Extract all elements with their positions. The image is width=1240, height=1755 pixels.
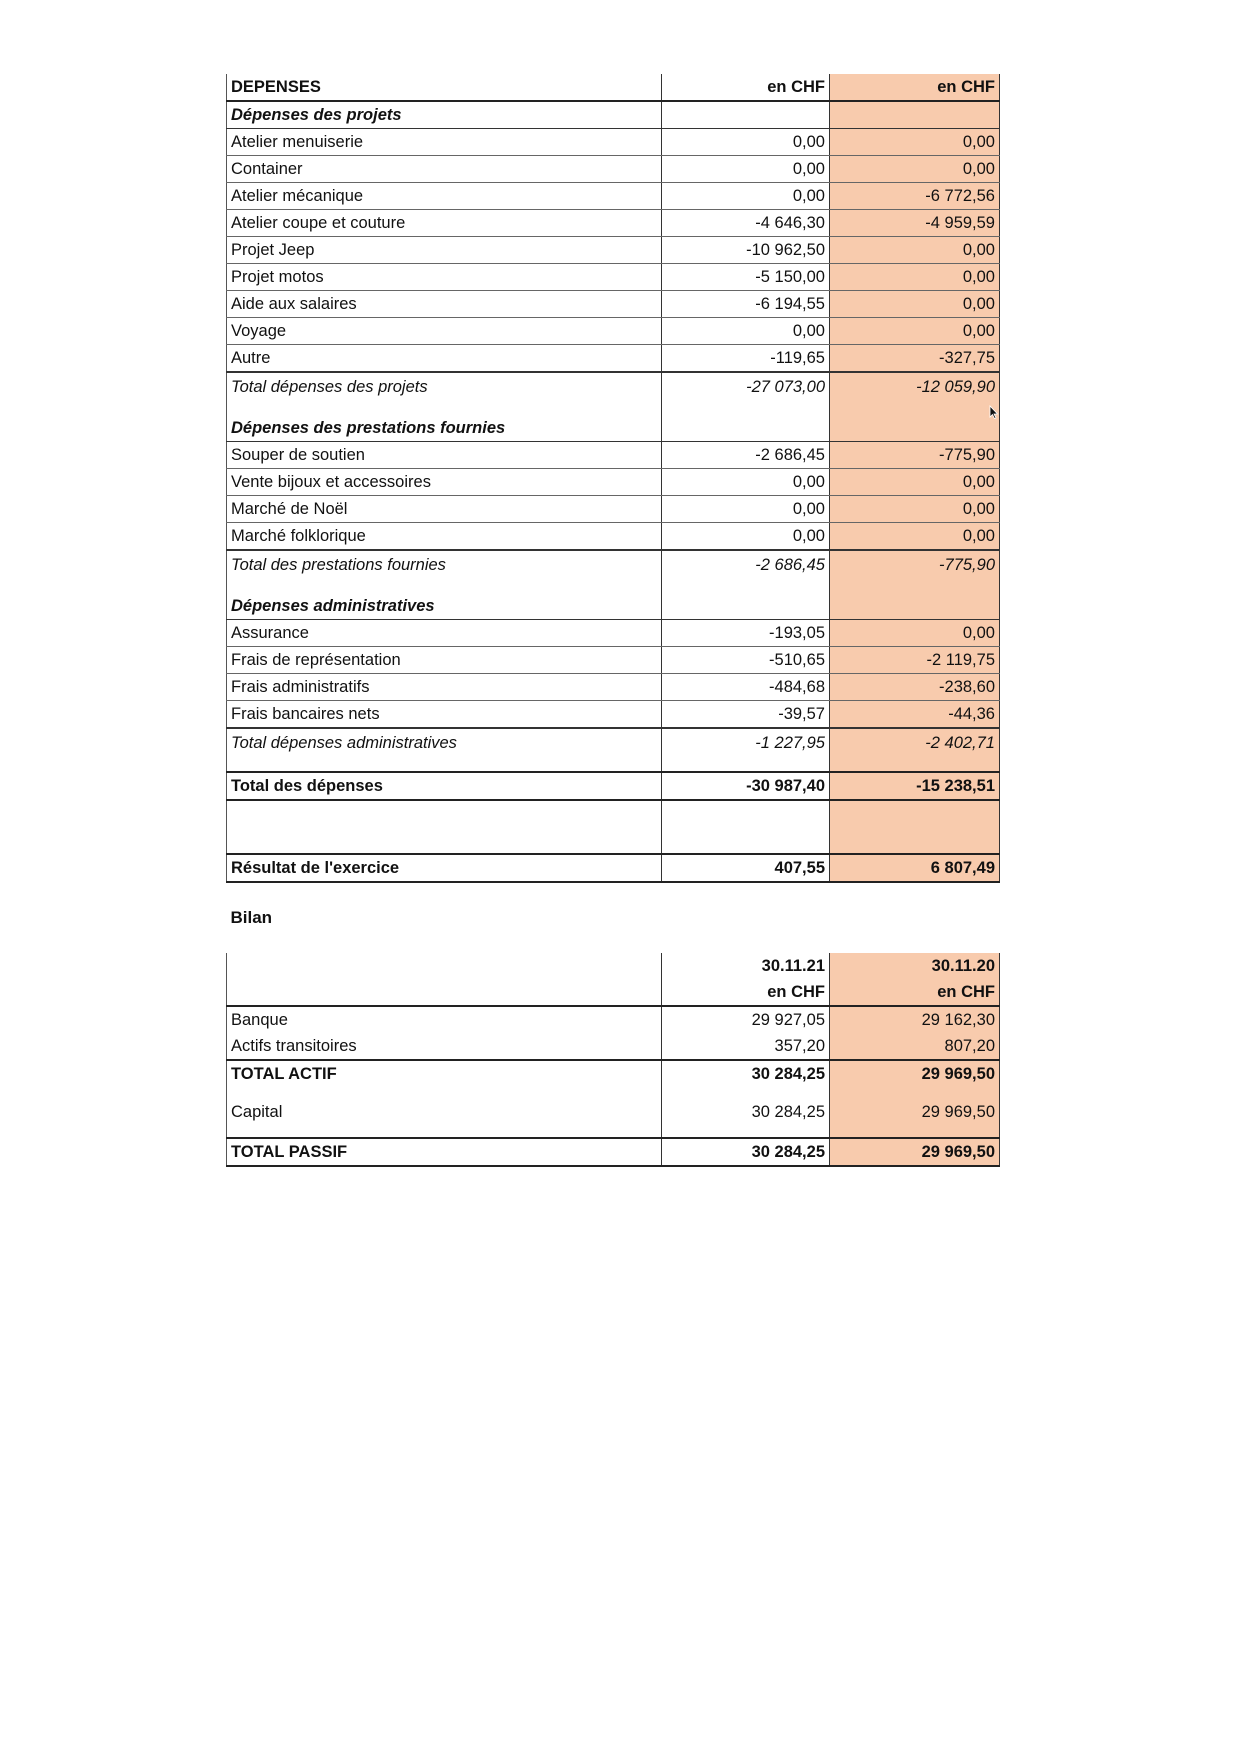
- total-passif-row-value-2020[interactable]: 29 969,50: [830, 1138, 1000, 1166]
- table-row: [227, 237, 1000, 264]
- section-projets-title: [227, 101, 1000, 129]
- empty-row-label[interactable]: [227, 800, 662, 854]
- bilan-row-value-2020[interactable]: 807,20: [830, 1033, 1000, 1060]
- section-administratives-title-value-2021[interactable]: [662, 593, 830, 620]
- total-passif-row: [227, 1138, 1000, 1166]
- table-row-value-2020[interactable]: -44,36: [830, 701, 1000, 729]
- bilan-row: [227, 1006, 1000, 1033]
- col1-unit[interactable]: en CHF: [662, 74, 830, 101]
- table-row-value-2020[interactable]: 0,00: [830, 156, 1000, 183]
- table-row-value-2021[interactable]: -6 194,55: [662, 291, 830, 318]
- table-row-label[interactable]: Voyage: [227, 318, 662, 345]
- section-prestations-total: [227, 550, 1000, 593]
- table-row-label[interactable]: Atelier coupe et couture: [227, 210, 662, 237]
- total-actif-row-value-2020[interactable]: 29 969,50: [830, 1060, 1000, 1087]
- table-row: [227, 183, 1000, 210]
- resultat-row-value-2021[interactable]: 407,55: [662, 854, 830, 882]
- table-row-label[interactable]: Atelier mécanique: [227, 183, 662, 210]
- table-row-value-2021[interactable]: -2 686,45: [662, 442, 830, 469]
- table-row-label[interactable]: Marché de Noël: [227, 496, 662, 523]
- section-administratives-title-value-2020[interactable]: [830, 593, 1000, 620]
- table-row: [227, 496, 1000, 523]
- table-row-label[interactable]: Souper de soutien: [227, 442, 662, 469]
- table-row-value-2020[interactable]: -238,60: [830, 674, 1000, 701]
- bilan-date-row: [227, 953, 1000, 979]
- table-row-value-2021[interactable]: 0,00: [662, 129, 830, 156]
- capital-row-value-2021[interactable]: 30 284,25: [662, 1087, 830, 1138]
- table-row-value-2021[interactable]: -5 150,00: [662, 264, 830, 291]
- section-prestations-title-value-2021[interactable]: [662, 415, 830, 442]
- depenses-heading[interactable]: DEPENSES: [227, 74, 662, 101]
- table-row: [227, 523, 1000, 551]
- section-administratives-title: [227, 593, 1000, 620]
- section-administratives-total-value-2020[interactable]: -2 402,71: [830, 728, 1000, 772]
- spreadsheet: [226, 74, 999, 1167]
- bilan-date-row-value-2021[interactable]: 30.11.21: [662, 953, 830, 979]
- table-row-value-2020[interactable]: -2 119,75: [830, 647, 1000, 674]
- section-projets-total-value-2020[interactable]: -12 059,90: [830, 372, 1000, 415]
- table-row: [227, 129, 1000, 156]
- bilan-date-row-label[interactable]: [227, 953, 662, 979]
- total-actif-row: [227, 1060, 1000, 1087]
- section-projets-total-label[interactable]: Total dépenses des projets: [227, 372, 662, 415]
- capital-row: [227, 1087, 1000, 1138]
- table-row-value-2021[interactable]: 0,00: [662, 156, 830, 183]
- mouse-pointer-icon: [989, 405, 999, 419]
- bilan-unit-row: [227, 979, 1000, 1006]
- table-row: [227, 469, 1000, 496]
- bilan-unit-row-value-2021[interactable]: en CHF: [662, 979, 830, 1006]
- table-row-value-2021[interactable]: -39,57: [662, 701, 830, 729]
- table-row-label[interactable]: Projet motos: [227, 264, 662, 291]
- gap-row-value-2021[interactable]: [662, 935, 830, 953]
- bilan-table: [226, 883, 1000, 1167]
- gap-row-label[interactable]: [227, 935, 662, 953]
- table-row-value-2021[interactable]: 0,00: [662, 496, 830, 523]
- total-actif-row-value-2021[interactable]: 30 284,25: [662, 1060, 830, 1087]
- bilan-row-label[interactable]: Actifs transitoires: [227, 1033, 662, 1060]
- total-depenses-row-value-2021[interactable]: -30 987,40: [662, 772, 830, 800]
- bilan-row-value-2021[interactable]: 29 927,05: [662, 1006, 830, 1033]
- table-row: [227, 701, 1000, 729]
- section-prestations-title: [227, 415, 1000, 442]
- table-row-value-2020[interactable]: 0,00: [830, 291, 1000, 318]
- table-row-value-2021[interactable]: 0,00: [662, 523, 830, 551]
- table-row-label[interactable]: Marché folklorique: [227, 523, 662, 551]
- col2-unit[interactable]: en CHF: [830, 74, 1000, 101]
- table-row-label[interactable]: Assurance: [227, 620, 662, 647]
- section-prestations-title-label[interactable]: Dépenses des prestations fournies: [227, 415, 662, 442]
- resultat-row: [227, 854, 1000, 882]
- table-row-value-2020[interactable]: 0,00: [830, 129, 1000, 156]
- section-projets-title-value-2020[interactable]: [830, 101, 1000, 129]
- table-row-value-2020[interactable]: 0,00: [830, 318, 1000, 345]
- table-row: [227, 647, 1000, 674]
- total-depenses-row: [227, 772, 1000, 800]
- gap-row-label[interactable]: [227, 883, 662, 901]
- table-row-value-2020[interactable]: -327,75: [830, 345, 1000, 373]
- section-projets-title-value-2021[interactable]: [662, 101, 830, 129]
- total-depenses-row-label[interactable]: Total des dépenses: [227, 772, 662, 800]
- table-row-value-2021[interactable]: -193,05: [662, 620, 830, 647]
- table-row: [227, 318, 1000, 345]
- bilan-title-row: [227, 901, 1000, 935]
- table-row-label[interactable]: Container: [227, 156, 662, 183]
- table-row-value-2020[interactable]: -775,90: [830, 442, 1000, 469]
- table-row-label[interactable]: Projet Jeep: [227, 237, 662, 264]
- table-row: [227, 264, 1000, 291]
- bilan-row-value-2020[interactable]: 29 162,30: [830, 1006, 1000, 1033]
- table-row-value-2021[interactable]: -484,68: [662, 674, 830, 701]
- table-row-value-2020[interactable]: -4 959,59: [830, 210, 1000, 237]
- table-row-label[interactable]: Frais administratifs: [227, 674, 662, 701]
- resultat-row-value-2020[interactable]: 6 807,49: [830, 854, 1000, 882]
- gap-row-value-2020[interactable]: [830, 883, 1000, 901]
- section-prestations-total-value-2021[interactable]: -2 686,45: [662, 550, 830, 593]
- table-row-value-2021[interactable]: -10 962,50: [662, 237, 830, 264]
- table-row-value-2021[interactable]: 0,00: [662, 318, 830, 345]
- table-row-label[interactable]: Aide aux salaires: [227, 291, 662, 318]
- table-row-value-2020[interactable]: 0,00: [830, 523, 1000, 551]
- section-administratives-total-value-2021[interactable]: -1 227,95: [662, 728, 830, 772]
- gap-row: [227, 935, 1000, 953]
- table-row-value-2021[interactable]: 0,00: [662, 183, 830, 210]
- capital-row-value-2020[interactable]: 29 969,50: [830, 1087, 1000, 1138]
- table-row: [227, 156, 1000, 183]
- bilan-date-row-value-2020[interactable]: 30.11.20: [830, 953, 1000, 979]
- table-row-label[interactable]: Frais bancaires nets: [227, 701, 662, 729]
- total-actif-row-label[interactable]: TOTAL ACTIF: [227, 1060, 662, 1087]
- section-prestations-total-label[interactable]: Total des prestations fournies: [227, 550, 662, 593]
- table-row-value-2020[interactable]: 0,00: [830, 620, 1000, 647]
- section-projets-total-value-2021[interactable]: -27 073,00: [662, 372, 830, 415]
- table-row-value-2020[interactable]: 0,00: [830, 237, 1000, 264]
- table-row-value-2020[interactable]: 0,00: [830, 469, 1000, 496]
- section-prestations-title-value-2020[interactable]: [830, 415, 1000, 442]
- section-projets-title-label[interactable]: Dépenses des projets: [227, 101, 662, 129]
- section-administratives-total: [227, 728, 1000, 772]
- table-row: [227, 345, 1000, 373]
- gap-row-value-2021[interactable]: [662, 883, 830, 901]
- empty-row-value-2021[interactable]: [662, 800, 830, 854]
- depenses-table: [226, 74, 1000, 883]
- capital-row-label[interactable]: Capital: [227, 1087, 662, 1138]
- section-prestations-total-value-2020[interactable]: -775,90: [830, 550, 1000, 593]
- table-row: [227, 674, 1000, 701]
- table-row-label[interactable]: Autre: [227, 345, 662, 373]
- table-row-value-2020[interactable]: 0,00: [830, 264, 1000, 291]
- total-passif-row-value-2021[interactable]: 30 284,25: [662, 1138, 830, 1166]
- section-administratives-title-label[interactable]: Dépenses administratives: [227, 593, 662, 620]
- section-administratives-total-label[interactable]: Total dépenses administratives: [227, 728, 662, 772]
- bilan-unit-row-value-2020[interactable]: en CHF: [830, 979, 1000, 1006]
- table-row-label[interactable]: Atelier menuiserie: [227, 129, 662, 156]
- table-row: [227, 442, 1000, 469]
- table-row-label[interactable]: Vente bijoux et accessoires: [227, 469, 662, 496]
- table-row-value-2021[interactable]: 0,00: [662, 469, 830, 496]
- resultat-row-label[interactable]: Résultat de l'exercice: [227, 854, 662, 882]
- section-projets-total: [227, 372, 1000, 415]
- total-passif-row-label[interactable]: TOTAL PASSIF: [227, 1138, 662, 1166]
- bilan-row-value-2021[interactable]: 357,20: [662, 1033, 830, 1060]
- table-row-value-2020[interactable]: -6 772,56: [830, 183, 1000, 210]
- table-row-value-2020[interactable]: 0,00: [830, 496, 1000, 523]
- total-depenses-row-value-2020[interactable]: -15 238,51: [830, 772, 1000, 800]
- bilan-title: Bilan: [230, 908, 273, 927]
- table-row: [227, 620, 1000, 647]
- table-row-value-2021[interactable]: -119,65: [662, 345, 830, 373]
- empty-row: [227, 800, 1000, 854]
- bilan-unit-row-label[interactable]: [227, 979, 662, 1006]
- header-row: [227, 74, 1000, 101]
- gap-row: [227, 883, 1000, 901]
- table-row-label[interactable]: Frais de représentation: [227, 647, 662, 674]
- table-row: [227, 210, 1000, 237]
- gap-row-value-2020[interactable]: [830, 935, 1000, 953]
- table-row-value-2021[interactable]: -4 646,30: [662, 210, 830, 237]
- table-row: [227, 291, 1000, 318]
- empty-row-value-2020[interactable]: [830, 800, 1000, 854]
- table-row-value-2021[interactable]: -510,65: [662, 647, 830, 674]
- bilan-row: [227, 1033, 1000, 1060]
- bilan-row-label[interactable]: Banque: [227, 1006, 662, 1033]
